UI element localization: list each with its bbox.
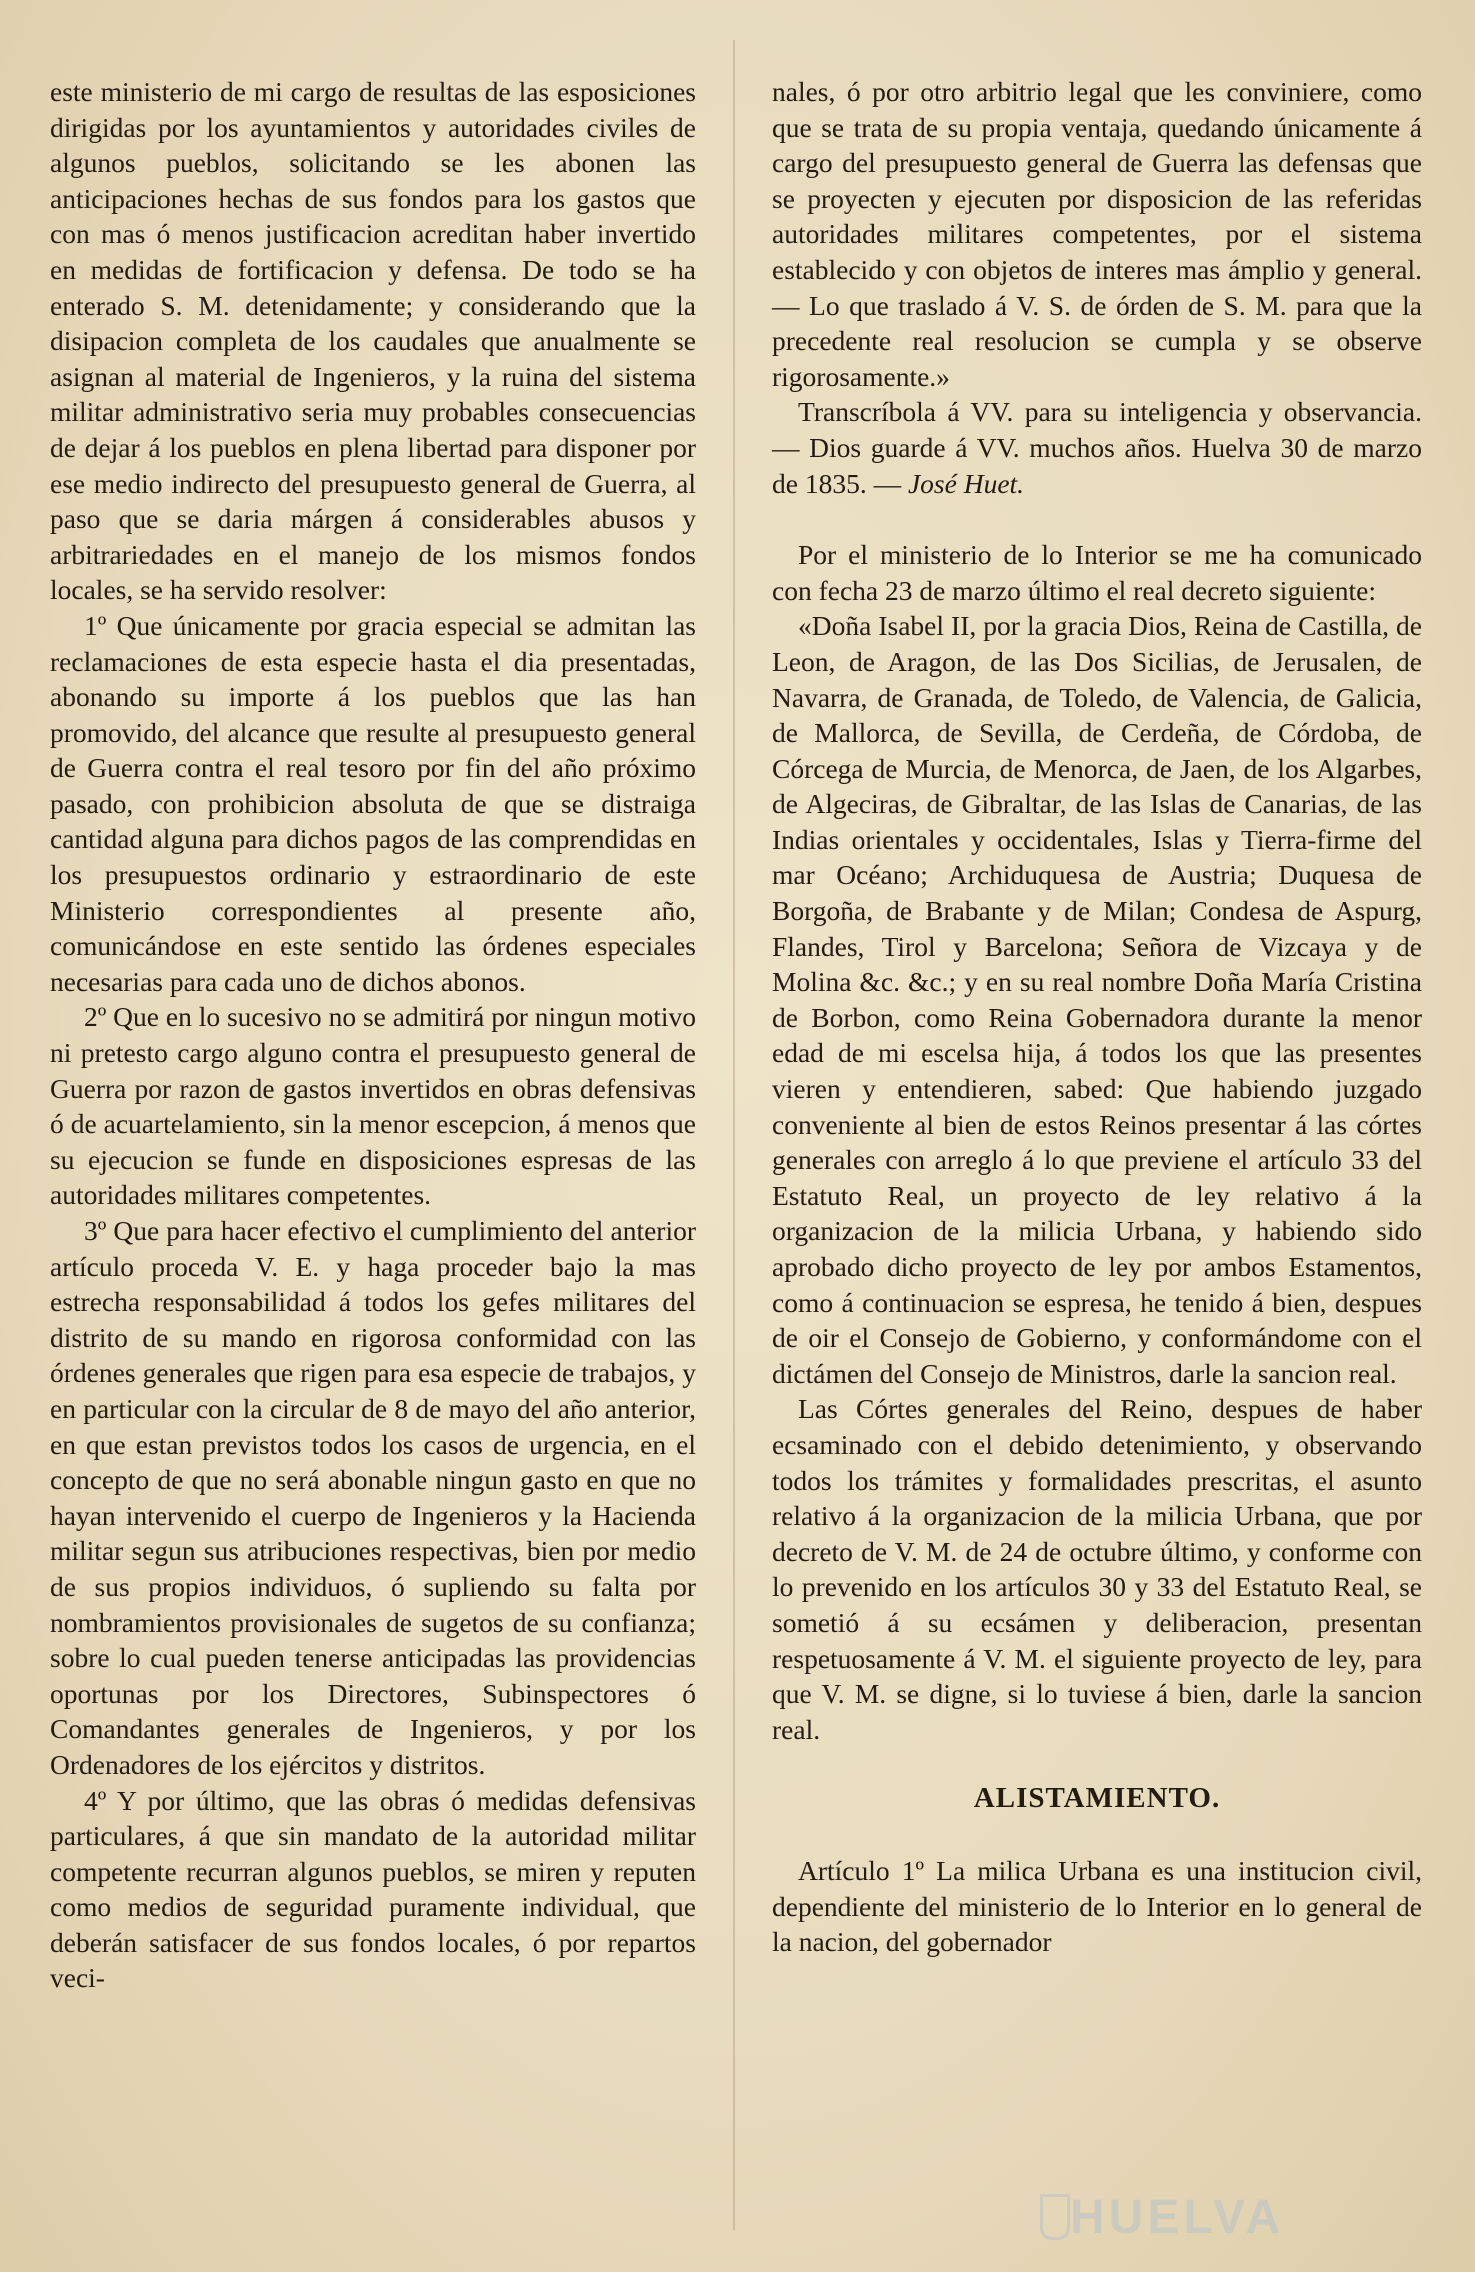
section-gap: [772, 501, 1422, 537]
watermark-text: HUELVA: [1070, 2191, 1285, 2244]
left-article-2: 2º Que en lo sucesivo no se admitirá por ningun motivo ni pretesto cargo alguno contra el presupuesto general de Guerra por razon de gastos invertidos en obras defensivas ó de acuartelamiento, sin la menor escepcion, á menos que su ejecucion se funde en disposiciones espresas de las autoridades militares competentes.: [50, 1001, 696, 1211]
column-divider: [733, 40, 735, 2230]
left-article-4: 4º Y por último, que las obras ó medidas defensivas particulares, á que sin mandato de la autoridad militar competente recurran algunos pueblos, se miren y reputen como medios de seguridad puramente individual, que deberán satisfacer de sus fondos locales, ó por repartos veci-: [50, 1784, 696, 1994]
article-1-paragraph: Artículo 1º La milica Urbana es una institucion civil, dependiente del ministerio de lo Interior en lo general de la nacion, del gobernador: [772, 1854, 1422, 1958]
cortes-paragraph: Las Córtes generales del Reino, despues de haber ecsaminado con el debido detenimiento, y observando todos los trámites y formalidades prescritas, el asunto relativo á la organizacion de la milicia Urbana, que por decreto de V. M. de 24 de octubre último, y conforme con lo prevenido en los artículos 30 y 33 del Estatuto Real, se sometió á su ecsámen y deliberacion, presentan respetuosamente á V. M. el siguiente proyecto de ley, para que V. M. se digne, si lo tuviese á bien, darle la sancion real.: [772, 1393, 1422, 1745]
right-paragraph-continuation: nales, ó por otro arbitrio legal que les conviniere, como que se trata de su propia ventaja, quedando únicamente á cargo del presupuesto general de Guerra las defensas que se proyecten y ejecuten por disposicion de las referidas autoridades militares competentes, por el sistema establecido y con objetos de interes mas ámplio y general. — Lo que traslado á V. S. de órden de S. M. para que la precedente real resolucion se cumpla y se observe rigorosamente.»: [772, 76, 1422, 392]
left-article-3: 3º Que para hacer efectivo el cumplimiento del anterior artículo proceda V. E. y haga proceder bajo la mas estrecha responsabilidad á todos los gefes militares del distrito de su mando en rigorosa conformidad con las órdenes generales que rigen para esa especie de trabajos, y en particular con la circular de 8 de mayo del año anterior, en que estan previstos todos los casos de urgencia, en el concepto de que no será abonable ningun gasto en que no hayan intervenido el cuerpo de Ingenieros y la Hacienda militar segun sus atribuciones respectivas, bien por medio de sus propios individuos, ó supliendo su falta por nombramientos provisionales de sugetos de su confianza; sobre lo cual pueden tenerse anticipadas las providencias oportunas por los Directores, Subinspectores ó Comandantes generales de Ingenieros, y por los Ordenadores de los ejércitos y distritos.: [50, 1215, 696, 1780]
left-paragraph-continuation: este ministerio de mi cargo de resultas de las esposiciones dirigidas por los ayuntamientos y autoridades civiles de algunos pueblos, solicitando se les abonen las anticipaciones hechas de sus fondos para los gastos que con mas ó menos justificacion acreditan haber invertido en medidas de fortificacion y defensa. De todo se ha enterado S. M. detenidamente; y considerando que la disipacion completa de los caudales que anualmente se asignan al material de Ingenieros, y la ruina del sistema militar administrativo seria muy probables consecuencias de dejar á los pueblos en plena libertad para disponer por ese medio indirecto del presupuesto general de Guerra, al paso que se daria márgen á considerables abusos y arbitrariedades en el manejo de los mismos fondos locales, se ha servido resolver:: [50, 76, 696, 606]
left-column: [50, 74, 696, 1996]
signature: José Huet.: [907, 467, 1025, 499]
interior-ministry-intro: Por el ministerio de lo Interior se me ha comunicado con fecha 23 de marzo último el real decreto siguiente:: [772, 539, 1422, 606]
transcription-text: Transcríbola á VV. para su inteligencia y observancia. — Dios guarde á VV. muchos años. Huelva 30 de marzo de 1835. —: [772, 396, 1422, 499]
royal-decree-paragraph: «Doña Isabel II, por la gracia Dios, Reina de Castilla, de Leon, de Aragon, de las Dos Sicilias, de Jerusalen, de Navarra, de Granada, de Toledo, de Valencia, de Galicia, de Mallorca, de Sevilla, de Cerdeña, de Córdoba, de Córcega de Murcia, de Menorca, de Jaen, de los Algarbes, de Algeciras, de Gibraltar, de las Islas de Canarias, de las Indias orientales y occidentales, Islas y Tierra-firme del mar Océano; Archiduquesa de Austria; Duquesa de Borgoña, de Brabante y de Milan; Condesa de Aspurg, Flandes, Tirol y Barcelona; Señora de Vizcaya y de Molina &c. &c.; y en su real nombre Doña María Cristina de Borbon, como Reina Gobernadora durante la menor edad de mi escelsa hija, á todos los que las presentes vieren y entendieren, sabed: Que habiendo juzgado conveniente al bien de estos Reinos presentar á las córtes generales con arreglo á lo que previene el artículo 33 del Estatuto Real, un proyecto de ley relativo á la organizacion de la milicia Urbana, y habiendo sido aprobado dicho proyecto de ley por ambos Estamentos, como á continuacion se espresa, he tenido á bien, despues de oir el Consejo de Gobierno, y conformándome con el dictámen del Consejo de Ministros, darle la sancion real.: [772, 610, 1422, 1389]
watermark-emblem-icon: [1040, 2194, 1070, 2240]
transcription-paragraph: [772, 394, 1422, 501]
right-column: [772, 74, 1422, 1960]
left-article-1: 1º Que únicamente por gracia especial se admitan las reclamaciones de esta especie hasta el dia presentadas, abonando su importe á los pueblos que las han promovido, del alcance que resulte al presupuesto general de Guerra contra el real tesoro por fin del año próximo pasado, con prohibicion absoluta de que se distraiga cantidad alguna para dichos pagos de las comprendidas en los presupuestos ordinario y estraordinario de este Ministerio correspondientes al presente año, comunicándose en este sentido las órdenes especiales necesarias para cada uno de dichos abonos.: [50, 609, 696, 997]
section-heading: ALISTAMIENTO.: [973, 1782, 1221, 1815]
